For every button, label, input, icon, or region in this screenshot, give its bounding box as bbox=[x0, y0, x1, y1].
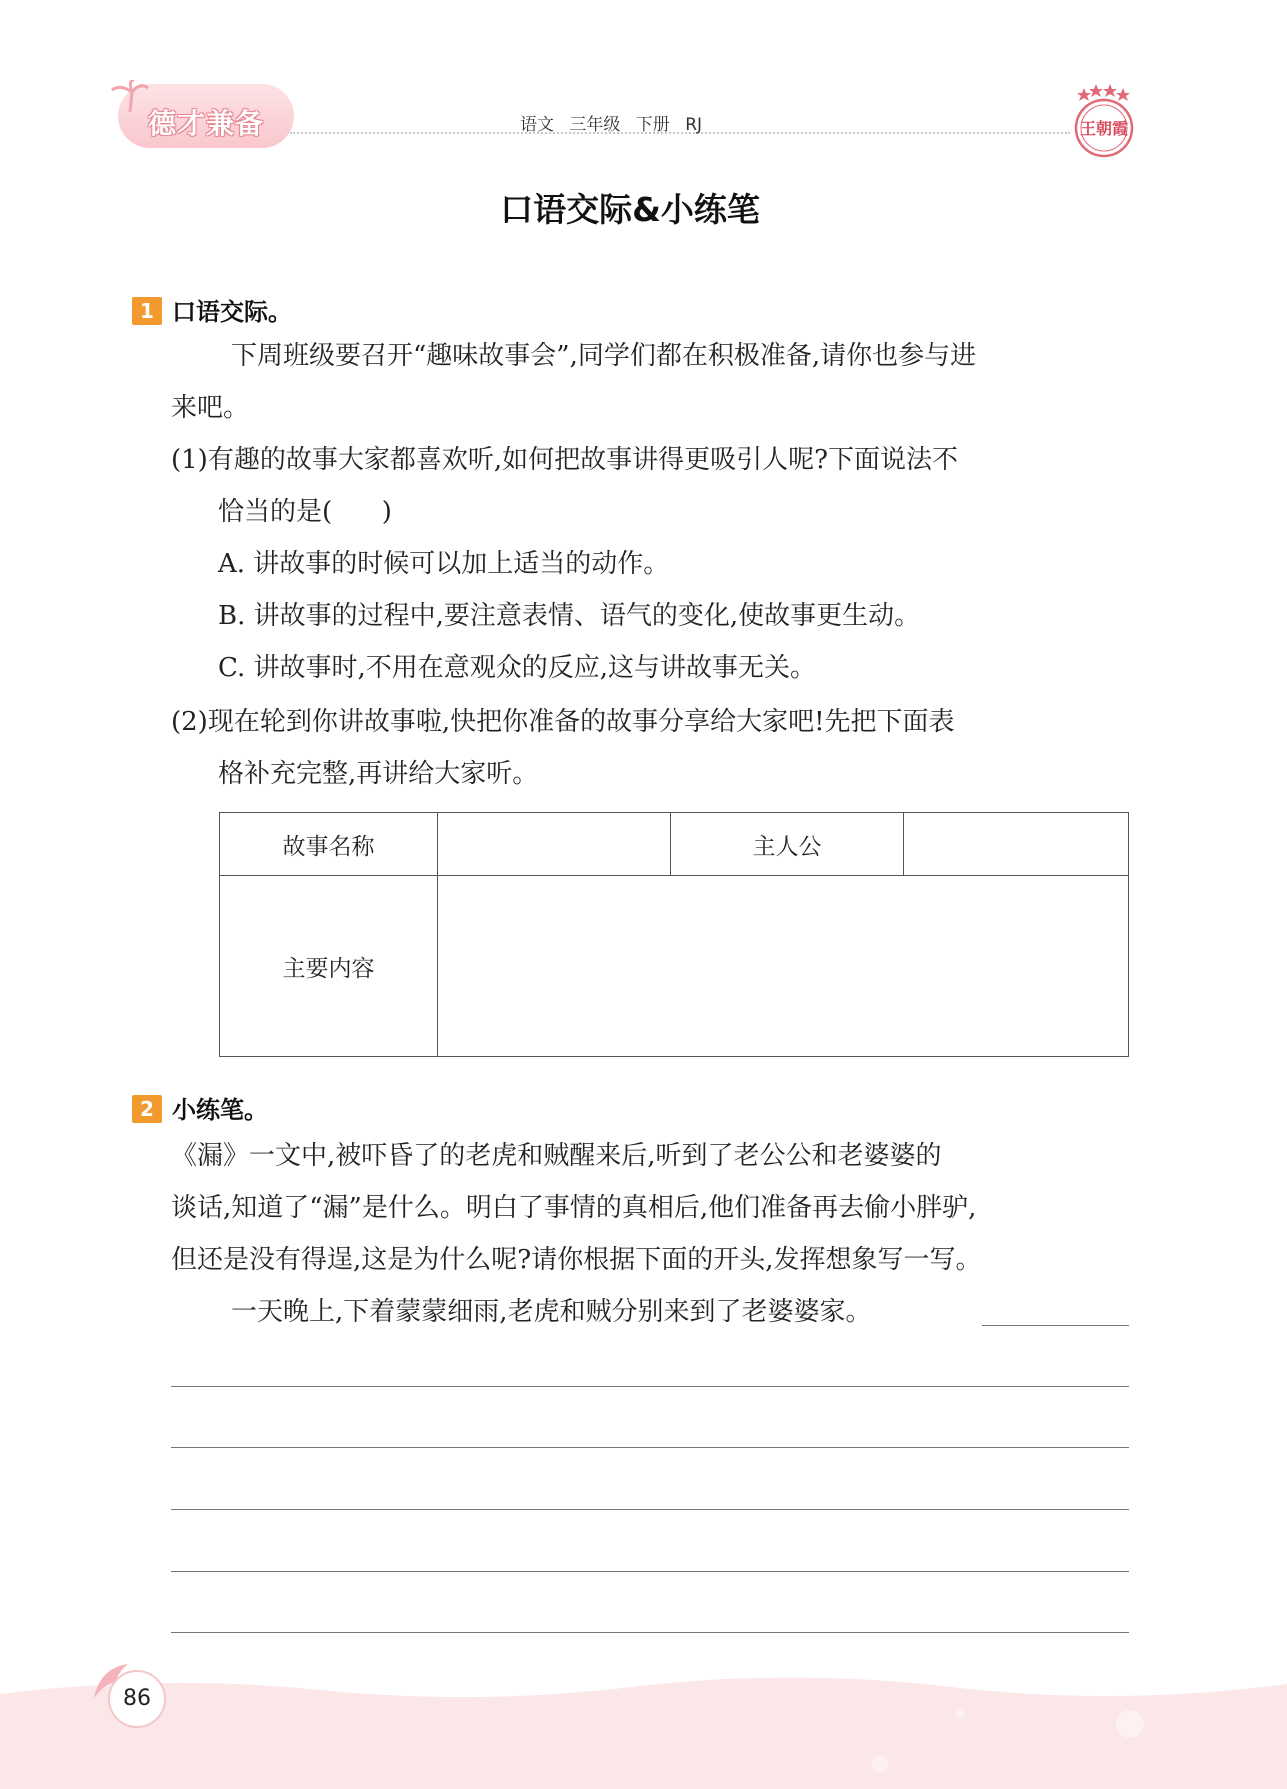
main-content-label: 主要内容 bbox=[220, 876, 438, 1057]
brand-logo bbox=[118, 84, 294, 148]
question-2-line-2: 格补充完整,再讲给大家听。 bbox=[218, 759, 539, 789]
writing-line-5[interactable] bbox=[171, 1632, 1129, 1633]
question-1-line-2: 恰当的是( ) bbox=[218, 497, 392, 527]
seal-text: 王朝霞 bbox=[1079, 119, 1128, 138]
page-number: 86 bbox=[108, 1670, 166, 1728]
story-name-cell[interactable] bbox=[438, 813, 671, 876]
page-title: 口语交际&小练笔 bbox=[500, 190, 760, 229]
writing-line-2[interactable] bbox=[171, 1447, 1129, 1448]
section-2-number: 2 bbox=[132, 1095, 162, 1123]
writing-starter: 一天晚上,下着蒙蒙细雨,老虎和贼分别来到了老婆婆家。 bbox=[231, 1297, 872, 1327]
section-2-title: 小练笔。 bbox=[172, 1096, 268, 1124]
writing-line-starter[interactable] bbox=[982, 1325, 1129, 1326]
logo-text: 德才兼备 bbox=[148, 107, 265, 140]
option-a: A. 讲故事的时候可以加上适当的动作。 bbox=[218, 549, 670, 579]
writing-line-1[interactable] bbox=[171, 1386, 1129, 1387]
palm-tree-icon bbox=[110, 80, 150, 114]
section-1-heading bbox=[132, 292, 292, 327]
question-1-line-1: (1)有趣的故事大家都喜欢听,如何把故事讲得更吸引人呢?下面说法不 bbox=[171, 445, 959, 475]
question-2-line-1: (2)现在轮到你讲故事啦,快把你准备的故事分享给大家吧!先把下面表 bbox=[171, 707, 955, 737]
story-table bbox=[219, 812, 1129, 1057]
protagonist-label: 主人公 bbox=[671, 813, 904, 876]
section-1-number: 1 bbox=[132, 297, 162, 325]
option-b: B. 讲故事的过程中,要注意表情、语气的变化,使故事更生动。 bbox=[218, 601, 921, 631]
section-2-heading bbox=[132, 1090, 268, 1125]
section-2-line-3: 但还是没有得逞,这是为什么呢?请你根据下面的开头,发挥想象写一写。 bbox=[171, 1245, 982, 1275]
footer-wave-decoration bbox=[0, 1664, 1287, 1789]
section-2-line-2: 谈话,知道了“漏”是什么。明白了事情的真相后,他们准备再去偷小胖驴, bbox=[171, 1193, 977, 1223]
writing-line-4[interactable] bbox=[171, 1571, 1129, 1572]
story-name-label: 故事名称 bbox=[220, 813, 438, 876]
section-2-line-1: 《漏》一文中,被吓昏了的老虎和贼醒来后,听到了老公公和老婆婆的 bbox=[171, 1141, 942, 1171]
section-1-intro-line-2: 来吧。 bbox=[171, 393, 250, 423]
author-seal bbox=[1066, 80, 1142, 160]
book-meta: 语文 三年级 下册 RJ bbox=[520, 115, 703, 135]
section-1-title: 口语交际。 bbox=[172, 298, 292, 326]
main-content-cell[interactable] bbox=[438, 876, 1129, 1057]
writing-line-3[interactable] bbox=[171, 1509, 1129, 1510]
section-1-intro-line-1: 下周班级要召开“趣味故事会”,同学们都在积极准备,请你也参与进 bbox=[231, 341, 977, 371]
protagonist-cell[interactable] bbox=[904, 813, 1129, 876]
option-c: C. 讲故事时,不用在意观众的反应,这与讲故事无关。 bbox=[218, 653, 817, 683]
